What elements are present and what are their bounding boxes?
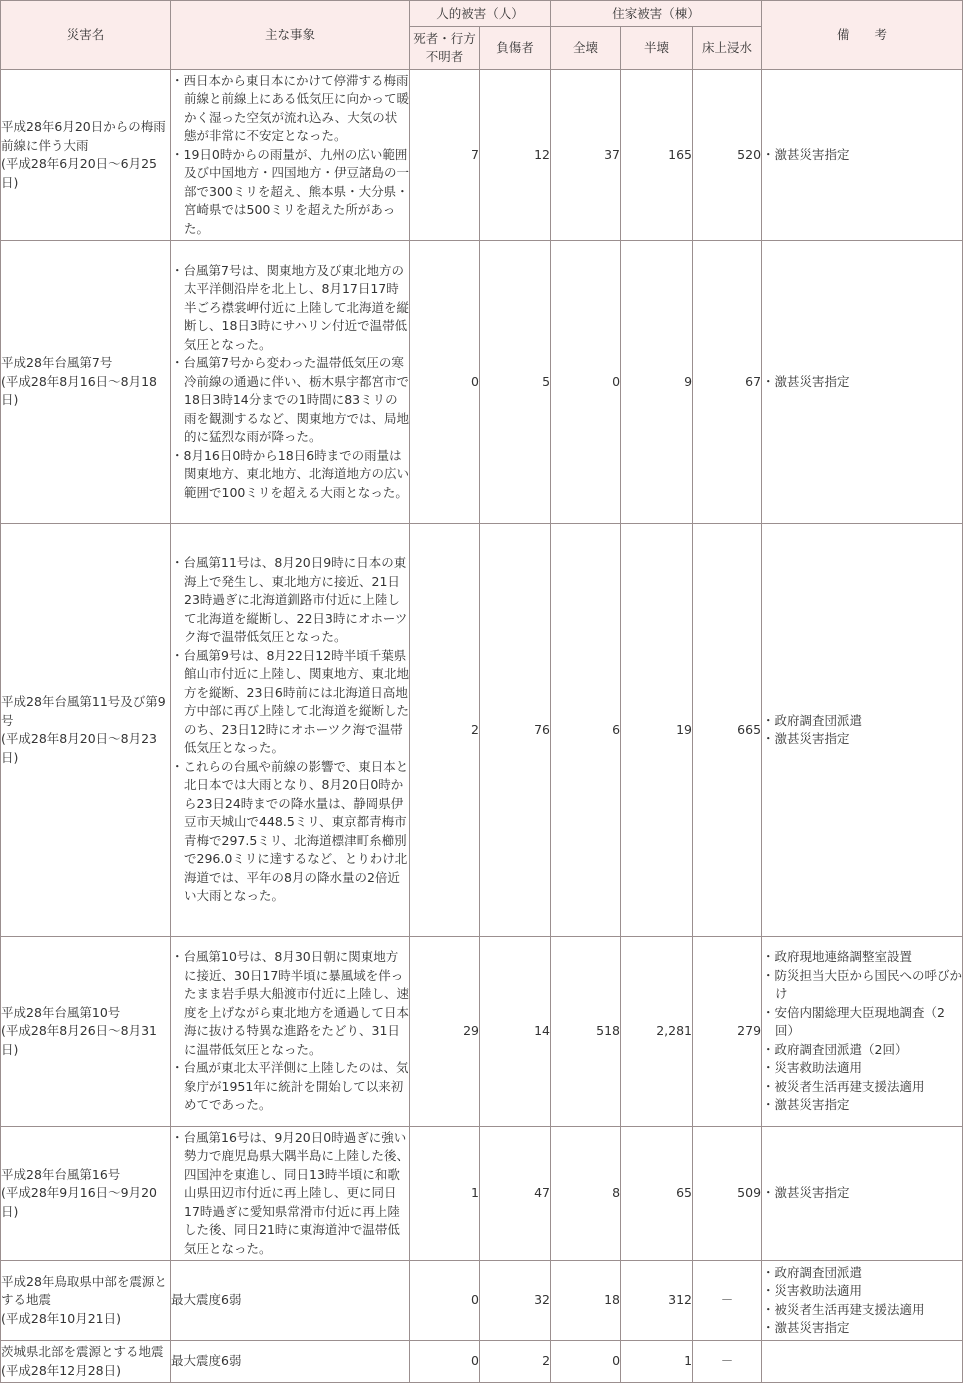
disaster-name: 茨城県北部を震源とする地震 (平成28年12月28日) — [1, 1341, 171, 1383]
total-destroyed-count: 518 — [551, 937, 621, 1127]
table-row — [1, 241, 963, 524]
flooded-count: 67 — [693, 241, 762, 524]
remarks-cell — [762, 1261, 963, 1341]
event-item: ・台風が東北太平洋側に上陸したのは、気象庁が1951年に統計を開始して以来初めてであった。 — [171, 1060, 409, 1113]
header-flooded: 床上浸水 — [693, 27, 762, 70]
flooded-count: 279 — [693, 937, 762, 1127]
header-injured: 負傷者 — [480, 27, 551, 70]
half-destroyed-count: 19 — [621, 524, 693, 937]
event-item: ・19日0時からの雨量が、九州の広い範囲及び中国地方・四国地方・伊豆諸島の一部で300ミリを超え、熊本県・大分県・宮崎県では500ミリを超えた所があった。 — [171, 146, 410, 236]
total-destroyed-count: 8 — [551, 1127, 621, 1261]
event-item: ・8月16日0時から18日6時までの雨量は関東地方、東北地方、北海道地方の広い範囲で100ミリを超える大雨となった。 — [171, 447, 410, 500]
remarks-cell — [762, 937, 963, 1127]
remarks-cell — [762, 524, 963, 937]
disaster-name: 平成28年6月20日からの梅雨前線に伴う大雨 (平成28年6月20日～6月25日) — [1, 70, 171, 241]
injured-count: 47 — [480, 1127, 551, 1261]
disaster-name: 平成28年台風第11号及び第9号 (平成28年8月20日～8月23日) — [1, 524, 171, 937]
total-destroyed-count: 18 — [551, 1261, 621, 1341]
event-item: ・台風第7号から変わった温帯低気圧の寒冷前線の通過に伴い、栃木県宇都宮市で18日3時14分までの1時間に83ミリの雨を観測するなど、関東地方では、局地的に猛烈な雨が降った。 — [171, 355, 410, 445]
total-destroyed-count: 6 — [551, 524, 621, 937]
table-row — [1, 937, 963, 1127]
half-destroyed-count: 2,281 — [621, 937, 693, 1127]
remarks-cell — [762, 1127, 963, 1261]
table-row — [1, 70, 963, 241]
remark-item: ・激甚災害指定 — [762, 146, 850, 162]
header-remarks: 備 考 — [762, 1, 963, 70]
half-destroyed-count: 65 — [621, 1127, 693, 1261]
remark-item: ・防災担当大臣から国民への呼びかけ — [762, 967, 963, 1002]
dead-count: 29 — [410, 937, 480, 1127]
half-destroyed-count: 1 — [621, 1341, 693, 1383]
remark-item: ・災害救助法適用 — [762, 1283, 863, 1298]
remark-item: ・政府現地連絡調整室設置 — [762, 949, 913, 965]
event-item: ・台風第7号は、関東地方及び東北地方の太平洋側沿岸を北上し、8月17日17時半ごろ襟裳岬付近に上陸して北海道を縦断し、18日3時にサハリン付近で温帯低気圧となった。 — [171, 262, 410, 352]
total-destroyed-count: 37 — [551, 70, 621, 241]
header-total-destroyed: 全壊 — [551, 27, 621, 70]
events-cell — [171, 70, 410, 241]
header-dead: 死者・行方不明者 — [410, 27, 480, 70]
event-item: ・これらの台風や前線の影響で、東日本と北日本では大雨となり、8月20日0時から23日24時までの降水量は、静岡県伊豆市天城山で448.5ミリ、東京都青梅市青梅で297.5ミリ、北海道標津町糸櫛別で296.0ミリに達するなど、とりわけ北海道では、平年の8月の降水量の2倍近い大雨となった。 — [171, 758, 409, 904]
header-name: 災害名 — [1, 1, 171, 70]
injured-count: 5 — [480, 241, 551, 524]
event-item: ・西日本から東日本にかけて停滞する梅雨前線と前線上にある低気圧に向かって暖かく湿った空気が流れ込み、大気の状態が非常に不安定となった。 — [171, 72, 410, 144]
remark-item: ・安倍内閣総理大臣現地調査（2回） — [762, 1004, 945, 1039]
event-item: ・台風第16号は、9月20日0時過ぎに強い勢力で鹿児島県大隅半島に上陸した後、四国沖を東進し、同日13時半頃に和歌山県田辺市付近に再上陸し、更に同日17時過ぎに愛知県常滑市付近に再上陸した後、同日21時に東海道沖で温帯低気圧となった。 — [171, 1129, 410, 1256]
injured-count: 12 — [480, 70, 551, 241]
header-events: 主な事象 — [171, 1, 410, 70]
flooded-count: 509 — [693, 1127, 762, 1261]
disaster-name: 平成28年台風第7号 (平成28年8月16日～8月18日) — [1, 241, 171, 524]
total-destroyed-count: 0 — [551, 241, 621, 524]
disaster-name: 平成28年台風第10号 (平成28年8月26日～8月31日) — [1, 937, 171, 1127]
events-cell — [171, 241, 410, 524]
events-cell: 最大震度6弱 — [171, 1341, 410, 1383]
remarks-cell — [762, 70, 963, 241]
remark-item: ・災害救助法適用 — [762, 1060, 863, 1076]
disaster-name: 平成28年台風第16号 (平成28年9月16日～9月20日) — [1, 1127, 171, 1261]
header-house-damage: 住家被害（棟） — [551, 1, 762, 27]
remark-item: ・激甚災害指定 — [762, 731, 850, 746]
remark-item: ・政府調査団派遣（2回） — [762, 1041, 908, 1057]
remark-item: ・激甚災害指定 — [762, 373, 850, 389]
flooded-count: 665 — [693, 524, 762, 937]
remarks-cell — [762, 1341, 963, 1383]
table-row — [1, 1127, 963, 1261]
remark-item: ・激甚災害指定 — [762, 1097, 850, 1113]
dead-count: 0 — [410, 241, 480, 524]
event-item: ・台風第9号は、8月22日12時半頃千葉県館山市付近に上陸し、関東地方、東北地方を縦断、23日6時前には北海道日高地方中部に再び上陸して北海道を縦断したのち、23日12時にオホーツク海で温帯低気圧となった。 — [171, 647, 410, 756]
dead-count: 0 — [410, 1261, 480, 1341]
event-item: ・台風第11号は、8月20日9時に日本の東海上で発生し、東北地方に接近、21日23時過ぎに北海道釧路市付近に上陸して北海道を縦断し、22日3時にオホーツク海で温帯低気圧となった。 — [171, 555, 408, 645]
table-row — [1, 1261, 963, 1341]
half-destroyed-count: 9 — [621, 241, 693, 524]
events-cell — [171, 1127, 410, 1261]
flooded-count: － — [693, 1261, 762, 1341]
table-row — [1, 524, 963, 937]
remarks-cell — [762, 241, 963, 524]
events-cell: 最大震度6弱 — [171, 1261, 410, 1341]
events-cell — [171, 937, 410, 1127]
half-destroyed-count: 312 — [621, 1261, 693, 1341]
injured-count: 2 — [480, 1341, 551, 1383]
injured-count: 76 — [480, 524, 551, 937]
dead-count: 2 — [410, 524, 480, 937]
remark-item: ・激甚災害指定 — [762, 1320, 850, 1335]
disaster-name: 平成28年鳥取県中部を震源とする地震 (平成28年10月21日) — [1, 1261, 171, 1341]
header-half-destroyed: 半壊 — [621, 27, 693, 70]
injured-count: 32 — [480, 1261, 551, 1341]
total-destroyed-count: 0 — [551, 1341, 621, 1383]
events-cell — [171, 524, 410, 937]
dead-count: 1 — [410, 1127, 480, 1261]
remark-item: ・被災者生活再建支援法適用 — [762, 1078, 925, 1094]
dead-count: 7 — [410, 70, 480, 241]
table-row — [1, 1341, 963, 1383]
dead-count: 0 — [410, 1341, 480, 1383]
remark-item: ・激甚災害指定 — [762, 1185, 850, 1201]
flooded-count: － — [693, 1341, 762, 1383]
event-item: ・台風第10号は、8月30日朝に関東地方に接近、30日17時半頃に暴風域を伴ったまま岩手県大船渡市付近に上陸し、速度を上げながら東北地方を通過して日本海に抜ける特異な進路をたどり、31日に温帯低気圧となった。 — [171, 949, 410, 1057]
remark-item: ・政府調査団派遣 — [762, 1264, 863, 1280]
flooded-count: 520 — [693, 70, 762, 241]
remark-item: ・被災者生活再建支援法適用 — [762, 1301, 925, 1317]
header-human-damage: 人的被害（人） — [410, 1, 551, 27]
remark-item: ・政府調査団派遣 — [762, 712, 863, 728]
half-destroyed-count: 165 — [621, 70, 693, 241]
injured-count: 14 — [480, 937, 551, 1127]
